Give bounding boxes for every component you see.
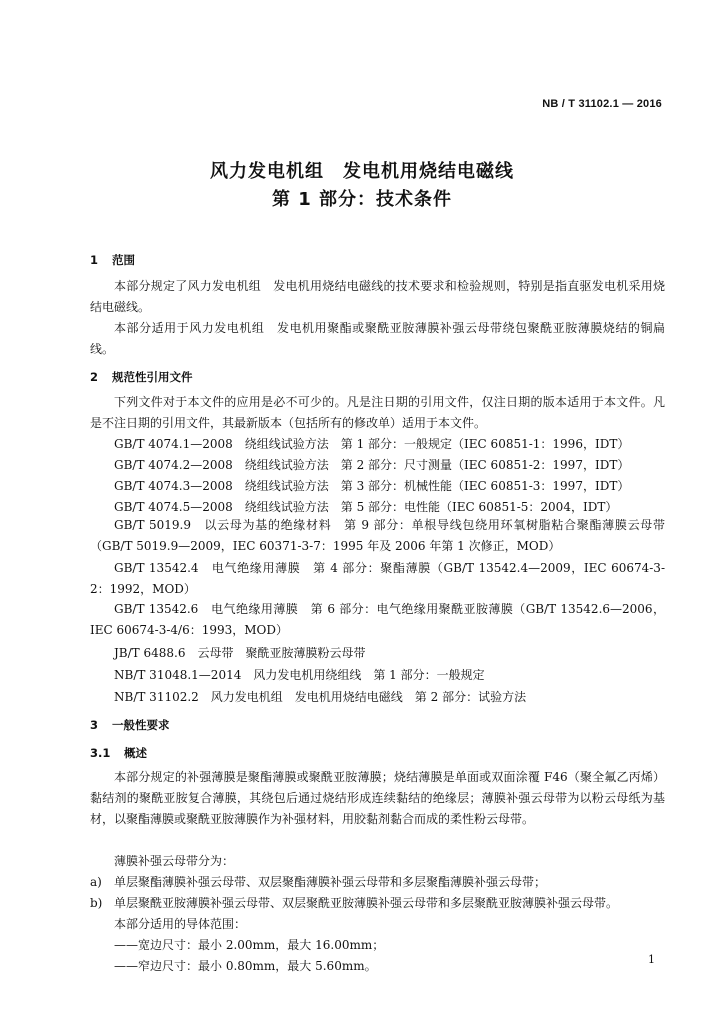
page-number: 1 [648,953,655,966]
section-number: 1 [90,253,99,267]
document-title-line1: 风力发电机组 发电机用烧结电磁线 [210,161,514,182]
list-intro: 本部分适用的导体范围： [114,917,247,931]
section-title: 规范性引用文件 [112,370,193,384]
section-2-heading [90,369,193,385]
section-title: 一般性要求 [112,718,170,732]
subsection-3-1-heading [90,745,147,761]
reference-item: GB/T 4074.2—2008 绕组线试验方法 第 2 部分：尺寸测量（IEC 60851-2：1997，IDT） [114,458,630,472]
paragraph: 本部分适用于风力发电机组 发电机用聚酯或聚酰亚胺薄膜补强云母带绕包聚酰亚胺薄膜烧结的铜扁线。 [90,321,665,356]
list-marker: a) [90,875,102,889]
subsection-number: 3.1 [90,746,111,760]
reference-item: JB/T 6488.6 云母带 聚酰亚胺薄膜粉云母带 [114,646,366,660]
section-number: 2 [90,370,99,384]
reference-item: NB/T 31102.2 风力发电机组 发电机用烧结电磁线 第 2 部分：试验方法 [114,690,527,704]
reference-item: GB/T 5019.9 以云母为基的绝缘材料 第 9 部分：单根导线包绕用环氧树脂粘合聚酯薄膜云母带（GB/T 5019.9—2009，IEC 60371-3-7：1995 年及 2006 年第 1 次修正，MOD） [90,518,665,553]
list-item [90,873,546,890]
paragraph: 下列文件对于本文件的应用是必不可少的。凡是注日期的引用文件，仅注日期的版本适用于本文件。凡是不注日期的引用文件，其最新版本（包括所有的修改单）适用于本文件。 [90,395,665,430]
list-text: 单层聚酯薄膜补强云母带、双层聚酯薄膜补强云母带和多层聚酯薄膜补强云母带； [114,875,547,889]
document-title-line2: 第 1 部分：技术条件 [271,189,453,210]
list-intro: 薄膜补强云母带分为： [114,854,235,868]
section-title: 范围 [112,253,136,267]
reference-item: NB/T 31048.1—2014 风力发电机用绕组线 第 1 部分：一般规定 [114,668,485,682]
paragraph: 本部分规定了风力发电机组 发电机用烧结电磁线的技术要求和检验规则，特别是指直驱发电机采用烧结电磁线。 [90,279,665,314]
reference-item: GB/T 4074.3—2008 绕组线试验方法 第 3 部分：机械性能（IEC 60851-3：1997，IDT） [114,479,630,493]
reference-item: GB/T 4074.1—2008 绕组线试验方法 第 1 部分：一般规定（IEC 60851-1：1996，IDT） [114,437,630,451]
standard-code: NB / T 31102.1 — 2016 [542,98,662,110]
dash-list-item: ——宽边尺寸：最小 2.00mm，最大 16.00mm； [114,938,385,952]
section-3-heading [90,717,170,733]
list-item [90,894,618,911]
dash-list-item: ——窄边尺寸：最小 0.80mm，最大 5.60mm。 [114,959,377,973]
section-number: 3 [90,718,99,732]
list-text: 单层聚酰亚胺薄膜补强云母带、双层聚酰亚胺薄膜补强云母带和多层聚酰亚胺薄膜补强云母带。 [114,896,619,910]
section-1-heading [90,252,135,268]
subsection-title: 概述 [124,746,148,760]
reference-item: GB/T 13542.6 电气绝缘用薄膜 第 6 部分：电气绝缘用聚酰亚胺薄膜（GB/T 13542.6—2006，IEC 60674-3-4/6：1993，MOD） [90,602,665,637]
reference-item: GB/T 4074.5—2008 绕组线试验方法 第 5 部分：电性能（IEC 60851-5：2004，IDT） [114,500,618,514]
reference-item: GB/T 13542.4 电气绝缘用薄膜 第 4 部分：聚酯薄膜（GB/T 13542.4—2009，IEC 60674-3-2：1992，MOD） [90,561,665,596]
paragraph: 本部分规定的补强薄膜是聚酯薄膜或聚酰亚胺薄膜；烧结薄膜是单面或双面涂覆 F46（聚全氟乙丙烯）黏结剂的聚酰亚胺复合薄膜，其绕包后通过烧结形成连续黏结的绝缘层；薄膜补强云母带为以粉云母纸为基材，以聚酯薄膜或聚酰亚胺薄膜作为补强材料，用胶黏剂黏合而成的柔性粉云母带。 [90,770,665,826]
list-marker: b) [90,896,103,910]
